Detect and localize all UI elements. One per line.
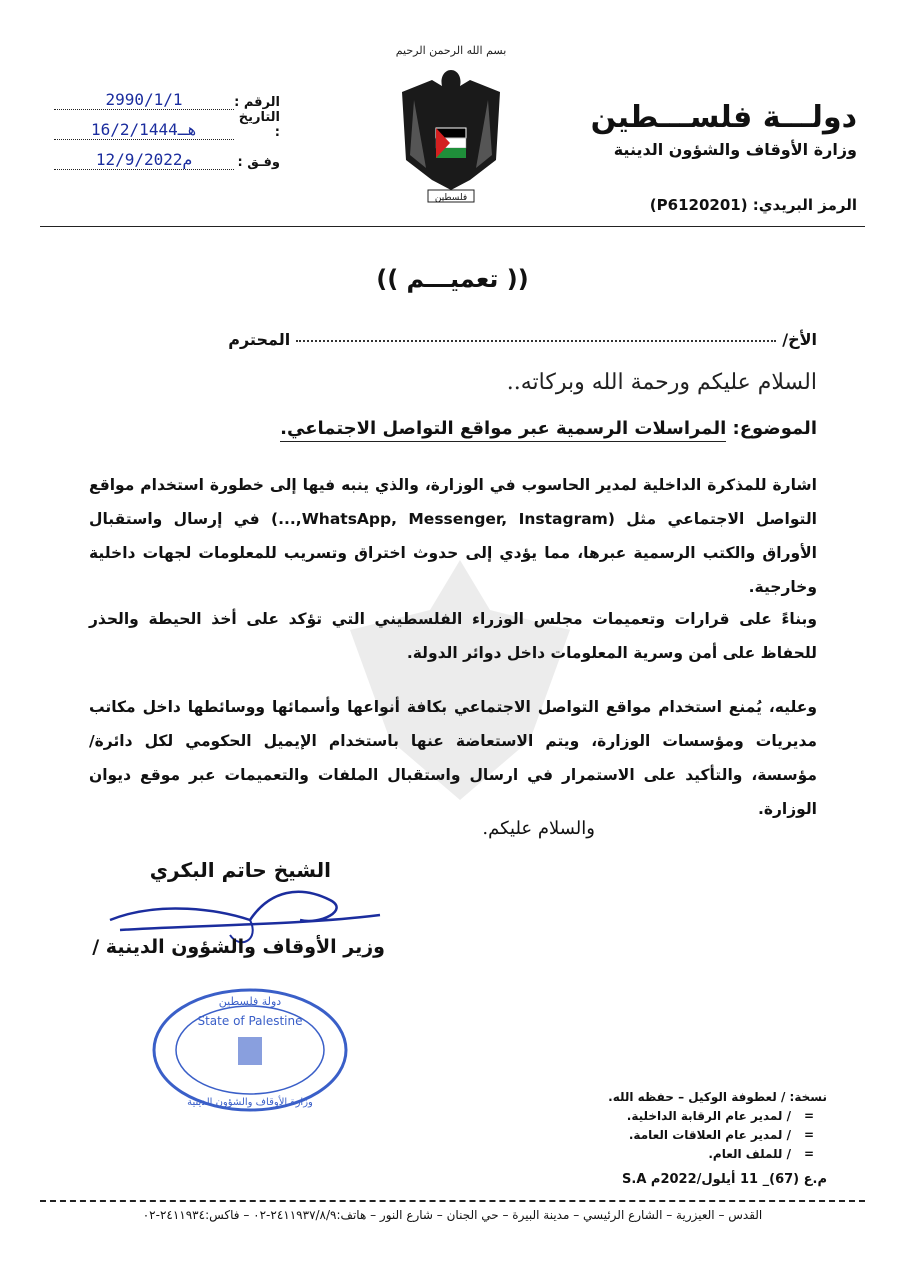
subject-value: المراسلات الرسمية عبر مواقع التواصل الاجتماعي. (280, 418, 726, 442)
palestine-eagle-emblem-icon (392, 40, 510, 210)
paragraph-1: اشارة للمذكرة الداخلية لمدير الحاسوب في الوزارة، والذي ينبه فيها إلى خطورة استخدام مواقع التواصل الاجتماعي مثل (WhatsApp, Messenger, Instagram,...) في إرسال واستقبال الأوراق والكتب الرسمية عبرها، مما يؤدي إلى حدوث اختراق وتسريب للمعلومات لجهات داخلية وخارجية. (89, 476, 817, 596)
copy-first: نسخة: / لعطوفة الوكيل – حفظه الله. (608, 1090, 827, 1104)
emblem-label: فلسطين (434, 193, 468, 203)
list-item: = / للملف العام. (708, 1147, 815, 1161)
date-row (40, 110, 280, 140)
list-item: = / لمدير عام الرقابة الداخلية. (626, 1109, 815, 1123)
signatory-title: وزير الأوقاف والشؤون الدينية / (92, 936, 385, 958)
state-name: دولـــة فلســـطين (590, 100, 857, 135)
date-value: 16/2/1444هـ (54, 120, 234, 140)
subject-label: الموضوع: (732, 418, 817, 439)
stamp-top-text: دولة فلسطين (218, 995, 282, 1008)
addressee-blank (296, 340, 776, 342)
addressee-suffix: المحترم (228, 330, 291, 349)
stamp-bottom-text: وزارة الأوقاف والشؤون الدينية (187, 1097, 313, 1108)
subject-line (280, 418, 817, 439)
date-label: التاريخ : (238, 110, 280, 140)
correspondence-label: وفـق : (237, 155, 280, 170)
copies-list (487, 1088, 827, 1164)
addressee-line (228, 330, 817, 349)
paragraph-3: وعليه، يُمنع استخدام مواقع التواصل الاجتماعي بكافة أنواعها وأسمائها ووسائطها داخل مكاتب مديريات ومؤسسات الوزارة، ويتم الاستعاضة عنها باستخدام الإيميل الحكومي لكل دائرة/ مؤسسة، والتأكيد على الاستمرار في ارسال واستقبال الملفات والتعميمات عبر موقع ديوان الوزارة. (89, 698, 817, 818)
header-divider (40, 226, 865, 227)
correspondence-row (40, 140, 280, 170)
correspondence-value: 12/9/2022م (54, 150, 234, 170)
header-block (557, 98, 857, 159)
signatory-name: الشيخ حاتم البكري (149, 858, 331, 882)
reference-fields (40, 80, 280, 170)
document-title: (( تعميـــم )) (376, 265, 529, 293)
footer-address: القدس – العيزرية – الشارع الرئيسي – مدينة البيرة – حي الجنان – شارع النور – هاتف:٢٤١١٩٣٧/٨/٩-٠٢ – فاكس:٢٤١١٩٣٤-٠٢ (142, 1208, 763, 1222)
number-label: الرقم : (234, 95, 280, 110)
greeting: السلام عليكم ورحمة الله وبركاته.. (506, 370, 817, 395)
paragraph-2: وبناءً على قرارات وتعميمات مجلس الوزراء الفلسطيني التي تؤكد على أخذ الحيطة والحذر للحفاظ على أمن وسرية المعلومات داخل دوائر الدولة. (89, 610, 817, 662)
footer-divider (40, 1200, 865, 1202)
reference-code: م.ع (67)_ 11 أيلول/2022م S.A (622, 1172, 827, 1187)
number-value: 2990/1/1 (54, 90, 234, 110)
closing: والسلام عليكم. (482, 818, 595, 839)
stamp-english-text: State of Palestine (197, 1014, 303, 1028)
postal-code: الرمز البريدي: (P6120201) (649, 196, 857, 214)
official-stamp-icon (150, 985, 350, 1115)
list-item: = / لمدير عام العلاقات العامة. (628, 1128, 815, 1142)
addressee-label: الأخ/ (782, 330, 817, 349)
basmala-text: بسم الله الرحمن الرحيم (395, 44, 507, 57)
ministry-name: وزارة الأوقاف والشؤون الدينية (613, 140, 857, 159)
number-row (40, 80, 280, 110)
